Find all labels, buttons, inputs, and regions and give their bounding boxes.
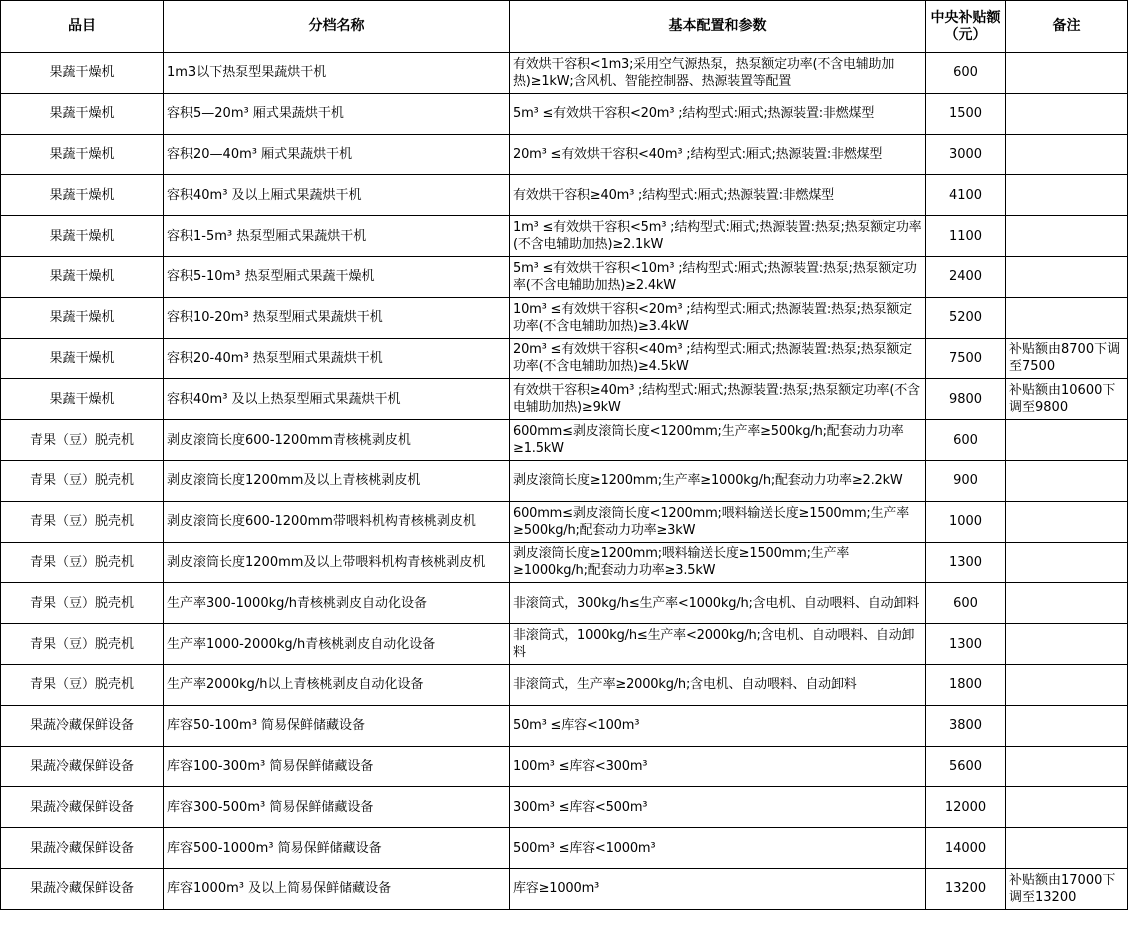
note-cell: [1006, 175, 1128, 216]
tier-cell: 容积40m³ 及以上厢式果蔬烘干机: [164, 175, 510, 216]
spec-cell: 10m³ ≤有效烘干容积<20m³ ;结构型式:厢式;热源装置:热泵;热泵额定功率(不含电辅助加热)≥3.4kW: [510, 297, 926, 338]
subsidy-cell: 1800: [926, 664, 1006, 705]
header-row: [1, 1, 1128, 53]
subsidy-cell: 3800: [926, 705, 1006, 746]
spec-cell: 剥皮滚筒长度≥1200mm;生产率≥1000kg/h;配套动力功率≥2.2kW: [510, 460, 926, 501]
subsidy-cell: 5200: [926, 297, 1006, 338]
spec-cell: 有效烘干容积≥40m³ ;结构型式:厢式;热源装置:非燃煤型: [510, 175, 926, 216]
category-cell: 青果（豆）脱壳机: [1, 460, 164, 501]
note-cell: [1006, 542, 1128, 583]
note-cell: [1006, 297, 1128, 338]
tier-cell: 库容50-100m³ 简易保鲜储藏设备: [164, 705, 510, 746]
table-row: [1, 216, 1128, 257]
spec-cell: 5m³ ≤有效烘干容积<10m³ ;结构型式:厢式;热源装置:热泵;热泵额定功率(不含电辅助加热)≥2.4kW: [510, 256, 926, 297]
tier-cell: 生产率2000kg/h以上青核桃剥皮自动化设备: [164, 664, 510, 705]
note-cell: 补贴额由10600下调至9800: [1006, 379, 1128, 420]
category-cell: 青果（豆）脱壳机: [1, 501, 164, 542]
table-row: [1, 787, 1128, 828]
tier-cell: 剥皮滚筒长度1200mm及以上青核桃剥皮机: [164, 460, 510, 501]
table-row: [1, 624, 1128, 665]
category-cell: 果蔬冷藏保鲜设备: [1, 828, 164, 869]
table-row: [1, 501, 1128, 542]
table-row: [1, 583, 1128, 624]
spec-cell: 600mm≤剥皮滚筒长度<1200mm;生产率≥500kg/h;配套动力功率≥1.5kW: [510, 420, 926, 461]
tier-cell: 容积20—40m³ 厢式果蔬烘干机: [164, 134, 510, 175]
subsidy-cell: 5600: [926, 746, 1006, 787]
spec-cell: 500m³ ≤库容<1000m³: [510, 828, 926, 869]
note-cell: [1006, 93, 1128, 134]
tier-cell: 容积10-20m³ 热泵型厢式果蔬烘干机: [164, 297, 510, 338]
table-row: [1, 420, 1128, 461]
tier-cell: 库容300-500m³ 简易保鲜储藏设备: [164, 787, 510, 828]
note-cell: [1006, 460, 1128, 501]
spec-cell: 非滚筒式，1000kg/h≤生产率<2000kg/h;含电机、自动喂料、自动卸料: [510, 624, 926, 665]
spec-cell: 非滚筒式，300kg/h≤生产率<1000kg/h;含电机、自动喂料、自动卸料: [510, 583, 926, 624]
spec-cell: 20m³ ≤有效烘干容积<40m³ ;结构型式:厢式;热源装置:热泵;热泵额定功率(不含电辅助加热)≥4.5kW: [510, 338, 926, 379]
subsidy-cell: 7500: [926, 338, 1006, 379]
spec-cell: 剥皮滚筒长度≥1200mm;喂料输送长度≥1500mm;生产率≥1000kg/h;配套动力功率≥3.5kW: [510, 542, 926, 583]
tier-cell: 容积5-10m³ 热泵型厢式果蔬干燥机: [164, 256, 510, 297]
spec-cell: 600mm≤剥皮滚筒长度<1200mm;喂料输送长度≥1500mm;生产率≥500kg/h;配套动力功率≥3kW: [510, 501, 926, 542]
category-cell: 果蔬干燥机: [1, 53, 164, 94]
spec-cell: 有效烘干容积<1m3;采用空气源热泵，热泵额定功率(不含电辅助加热)≥1kW;含风机、智能控制器、热源装置等配置: [510, 53, 926, 94]
tier-cell: 剥皮滚筒长度600-1200mm青核桃剥皮机: [164, 420, 510, 461]
table-row: [1, 828, 1128, 869]
tier-cell: 生产率1000-2000kg/h青核桃剥皮自动化设备: [164, 624, 510, 665]
subsidy-cell: 12000: [926, 787, 1006, 828]
note-cell: [1006, 134, 1128, 175]
category-cell: 青果（豆）脱壳机: [1, 420, 164, 461]
table-body: [1, 53, 1128, 910]
header-subsidy: 中央补贴额（元）: [926, 1, 1006, 53]
tier-cell: 库容500-1000m³ 简易保鲜储藏设备: [164, 828, 510, 869]
category-cell: 果蔬冷藏保鲜设备: [1, 787, 164, 828]
table-row: [1, 664, 1128, 705]
tier-cell: 生产率300-1000kg/h青核桃剥皮自动化设备: [164, 583, 510, 624]
note-cell: [1006, 216, 1128, 257]
spec-cell: 20m³ ≤有效烘干容积<40m³ ;结构型式:厢式;热源装置:非燃煤型: [510, 134, 926, 175]
category-cell: 果蔬干燥机: [1, 216, 164, 257]
tier-cell: 剥皮滚筒长度1200mm及以上带喂料机构青核桃剥皮机: [164, 542, 510, 583]
table-row: [1, 175, 1128, 216]
spec-cell: 5m³ ≤有效烘干容积<20m³ ;结构型式:厢式;热源装置:非燃煤型: [510, 93, 926, 134]
note-cell: 补贴额由17000下调至13200: [1006, 868, 1128, 909]
table-row: [1, 379, 1128, 420]
subsidy-cell: 1300: [926, 624, 1006, 665]
table-row: [1, 705, 1128, 746]
category-cell: 果蔬干燥机: [1, 256, 164, 297]
subsidy-cell: 3000: [926, 134, 1006, 175]
subsidy-cell: 1300: [926, 542, 1006, 583]
spec-cell: 有效烘干容积≥40m³ ;结构型式:厢式;热源装置:热泵;热泵额定功率(不含电辅助加热)≥9kW: [510, 379, 926, 420]
subsidy-cell: 600: [926, 583, 1006, 624]
note-cell: [1006, 787, 1128, 828]
note-cell: [1006, 664, 1128, 705]
subsidy-cell: 600: [926, 420, 1006, 461]
header-category: 品目: [1, 1, 164, 53]
table-row: [1, 868, 1128, 909]
category-cell: 果蔬干燥机: [1, 297, 164, 338]
spec-cell: 100m³ ≤库容<300m³: [510, 746, 926, 787]
table-row: [1, 460, 1128, 501]
category-cell: 青果（豆）脱壳机: [1, 583, 164, 624]
table-row: [1, 542, 1128, 583]
category-cell: 青果（豆）脱壳机: [1, 624, 164, 665]
tier-cell: 1m3以下热泵型果蔬烘干机: [164, 53, 510, 94]
table-row: [1, 93, 1128, 134]
tier-cell: 容积40m³ 及以上热泵型厢式果蔬烘干机: [164, 379, 510, 420]
category-cell: 果蔬冷藏保鲜设备: [1, 868, 164, 909]
note-cell: [1006, 583, 1128, 624]
category-cell: 果蔬干燥机: [1, 175, 164, 216]
note-cell: [1006, 420, 1128, 461]
spec-cell: 库容≥1000m³: [510, 868, 926, 909]
table-row: [1, 134, 1128, 175]
table-row: [1, 297, 1128, 338]
tier-cell: 容积1-5m³ 热泵型厢式果蔬烘干机: [164, 216, 510, 257]
subsidy-cell: 14000: [926, 828, 1006, 869]
subsidy-cell: 1100: [926, 216, 1006, 257]
category-cell: 果蔬干燥机: [1, 379, 164, 420]
note-cell: [1006, 828, 1128, 869]
spec-cell: 1m³ ≤有效烘干容积<5m³ ;结构型式:厢式;热源装置:热泵;热泵额定功率(不含电辅助加热)≥2.1kW: [510, 216, 926, 257]
subsidy-cell: 1500: [926, 93, 1006, 134]
header-note: 备注: [1006, 1, 1128, 53]
category-cell: 果蔬干燥机: [1, 338, 164, 379]
category-cell: 青果（豆）脱壳机: [1, 542, 164, 583]
spec-cell: 50m³ ≤库容<100m³: [510, 705, 926, 746]
note-cell: [1006, 746, 1128, 787]
tier-cell: 库容100-300m³ 简易保鲜储藏设备: [164, 746, 510, 787]
note-cell: 补贴额由8700下调至7500: [1006, 338, 1128, 379]
note-cell: [1006, 256, 1128, 297]
category-cell: 果蔬冷藏保鲜设备: [1, 705, 164, 746]
table-row: [1, 338, 1128, 379]
subsidy-cell: 4100: [926, 175, 1006, 216]
category-cell: 果蔬干燥机: [1, 134, 164, 175]
category-cell: 果蔬干燥机: [1, 93, 164, 134]
subsidy-cell: 1000: [926, 501, 1006, 542]
subsidy-cell: 9800: [926, 379, 1006, 420]
tier-cell: 剥皮滚筒长度600-1200mm带喂料机构青核桃剥皮机: [164, 501, 510, 542]
tier-cell: 容积20-40m³ 热泵型厢式果蔬烘干机: [164, 338, 510, 379]
subsidy-cell: 13200: [926, 868, 1006, 909]
table-row: [1, 746, 1128, 787]
note-cell: [1006, 624, 1128, 665]
note-cell: [1006, 501, 1128, 542]
category-cell: 青果（豆）脱壳机: [1, 664, 164, 705]
category-cell: 果蔬冷藏保鲜设备: [1, 746, 164, 787]
subsidy-cell: 900: [926, 460, 1006, 501]
header-spec: 基本配置和参数: [510, 1, 926, 53]
tier-cell: 库容1000m³ 及以上简易保鲜储藏设备: [164, 868, 510, 909]
table-row: [1, 256, 1128, 297]
note-cell: [1006, 705, 1128, 746]
tier-cell: 容积5—20m³ 厢式果蔬烘干机: [164, 93, 510, 134]
note-cell: [1006, 53, 1128, 94]
subsidy-cell: 600: [926, 53, 1006, 94]
subsidy-cell: 2400: [926, 256, 1006, 297]
table-row: [1, 53, 1128, 94]
header-tier: 分档名称: [164, 1, 510, 53]
spec-cell: 非滚筒式，生产率≥2000kg/h;含电机、自动喂料、自动卸料: [510, 664, 926, 705]
spec-cell: 300m³ ≤库容<500m³: [510, 787, 926, 828]
